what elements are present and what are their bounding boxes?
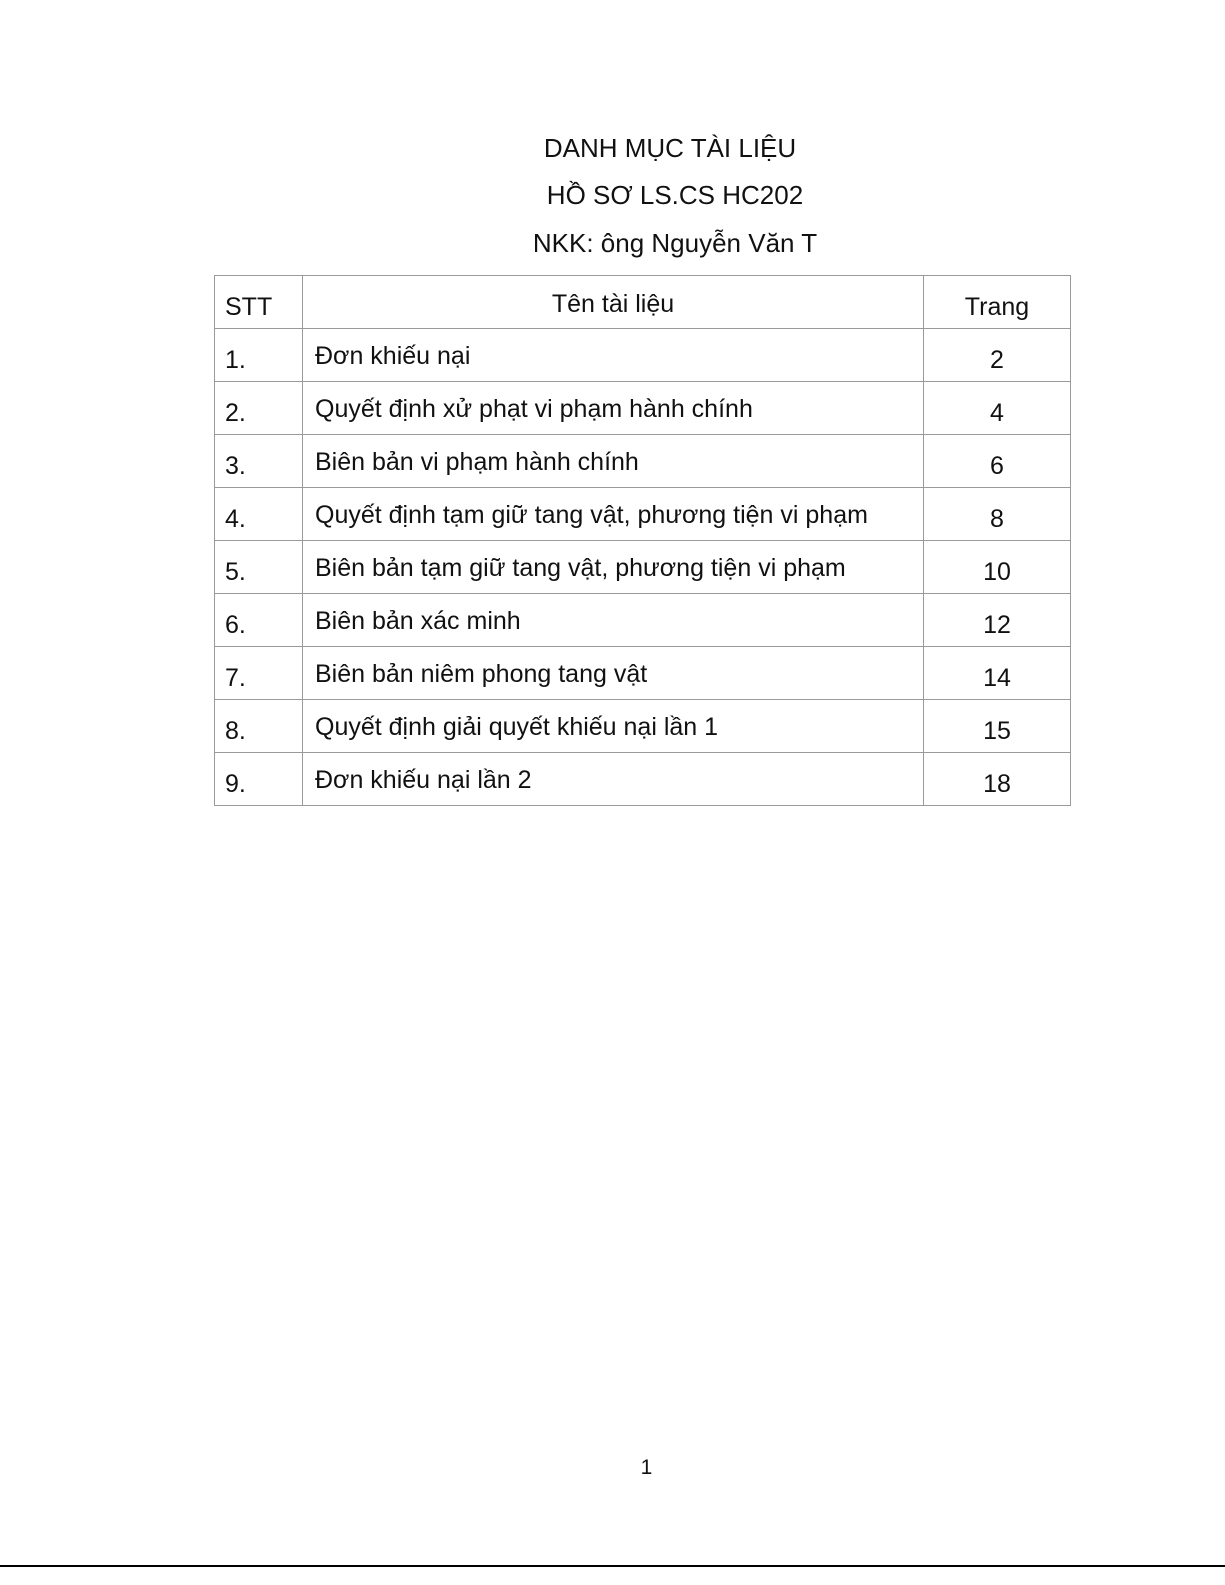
row-name: Biên bản tạm giữ tang vật, phương tiện vi phạm <box>303 541 924 594</box>
row-index: 8. <box>215 700 303 753</box>
table-row <box>215 329 1071 382</box>
row-index: 2. <box>215 382 303 435</box>
row-page: 14 <box>924 647 1071 700</box>
table-row <box>215 594 1071 647</box>
row-index: 5. <box>215 541 303 594</box>
row-page: 18 <box>924 753 1071 806</box>
row-index: 1. <box>215 329 303 382</box>
table-row <box>215 647 1071 700</box>
table-row <box>215 753 1071 806</box>
row-page: 15 <box>924 700 1071 753</box>
table-row <box>215 700 1071 753</box>
table-row <box>215 382 1071 435</box>
row-name: Biên bản niêm phong tang vật <box>303 647 924 700</box>
row-page: 6 <box>924 435 1071 488</box>
row-page: 2 <box>924 329 1071 382</box>
page-bottom-border <box>0 1565 1225 1567</box>
table-row <box>215 435 1071 488</box>
row-index: 9. <box>215 753 303 806</box>
row-page: 10 <box>924 541 1071 594</box>
row-name: Biên bản vi phạm hành chính <box>303 435 924 488</box>
row-page: 8 <box>924 488 1071 541</box>
header-page: Trang <box>924 276 1071 329</box>
header-index: STT <box>215 276 303 329</box>
row-index: 7. <box>215 647 303 700</box>
row-name: Đơn khiếu nại lần 2 <box>303 753 924 806</box>
case-file-subtitle: HỒ SƠ LS.CS HC202 <box>546 180 804 210</box>
claimant-line: NKK: ông Nguyễn Văn T <box>532 228 818 258</box>
header-name: Tên tài liệu <box>303 276 924 329</box>
row-page: 4 <box>924 382 1071 435</box>
row-name: Quyết định xử phạt vi phạm hành chính <box>303 382 924 435</box>
row-name: Quyết định giải quyết khiếu nại lần 1 <box>303 700 924 753</box>
table-row <box>215 541 1071 594</box>
row-name: Đơn khiếu nại <box>303 329 924 382</box>
document-title: DANH MỤC TÀI LIỆU <box>543 133 797 163</box>
row-page: 12 <box>924 594 1071 647</box>
row-index: 4. <box>215 488 303 541</box>
row-name: Biên bản xác minh <box>303 594 924 647</box>
row-index: 3. <box>215 435 303 488</box>
row-name: Quyết định tạm giữ tang vật, phương tiện vi phạm <box>303 488 924 541</box>
table-row <box>215 488 1071 541</box>
row-index: 6. <box>215 594 303 647</box>
document-index-table <box>214 275 1071 806</box>
table-header-row <box>215 276 1071 329</box>
page-number: 1 <box>640 1456 653 1479</box>
